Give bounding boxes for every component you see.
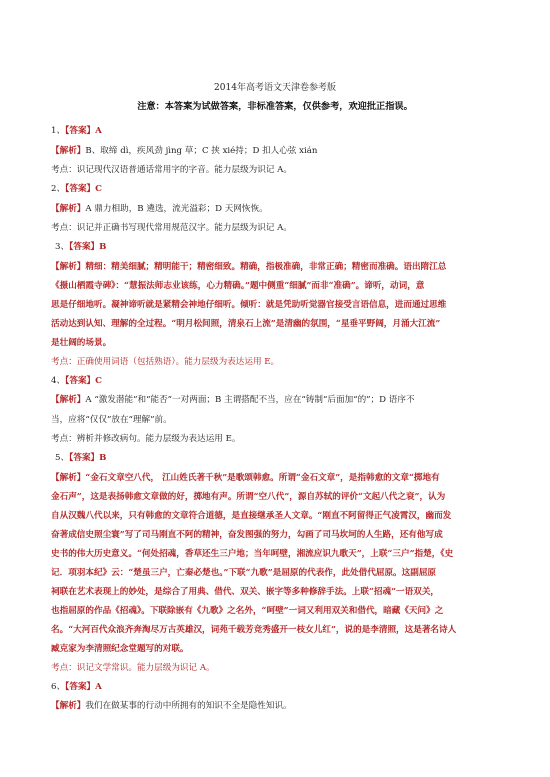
question-number: 3、 [55, 242, 70, 252]
knowledge-point: 考点：识记现代汉语普通话常用字的字音。能力层级为识记 A。 [51, 165, 292, 175]
explanation-line: 也指屈原的作品《招魂》。下联除嵌有《九歌》之名外，“呵壁”一词又利用双关和借代，暗藏《天问》之 [51, 606, 444, 616]
question-number: 2、 [51, 184, 66, 194]
explanation-line: 《摄山栖霞寺碑》：“慧振法师志业该练，心力精确。”题中侧重“细腻”而非“准确”。谛听，动词，意 [51, 281, 425, 291]
answer-label: 【答案】 [69, 453, 100, 463]
explanation-line [51, 203, 268, 215]
explanation-label: 【解析】 [51, 395, 86, 405]
explanation-line: 祠联在艺术表现上的妙处，是综合了用典、借代、双关、嵌字等多种修辞手法。上联“招魂”一语双关， [51, 587, 440, 597]
answer-label: 【答案】 [65, 126, 96, 136]
explanation-label: 【解析】 [51, 262, 86, 272]
explanation-line: 臧克家为李清照纪念堂题写的对联。 [51, 644, 189, 654]
knowledge-point: 考点：正确使用词语（包括熟语）。能力层级为表达运用 E。 [51, 357, 280, 367]
answer-line-6 [51, 681, 102, 693]
explanation-line [51, 261, 446, 273]
answer-label: 【答案】 [65, 682, 96, 692]
answer-label: 【答案】 [69, 242, 100, 252]
explanation-line: 名。“大河百代众浪齐奔淘尽万古英雄汉，词苑千载芳竞秀盛开一枝女儿红”，说的是李清照，这是著名诗人 [51, 625, 457, 635]
explanation-line: 当，应将“仅仅”放在“理解”前。 [51, 415, 172, 425]
question-number: 4、 [51, 376, 66, 386]
explanation-label: 【解析】 [51, 204, 86, 214]
knowledge-point: 考点：识记并正确书写现代常用规范汉字。能力层级为识记 A。 [51, 223, 292, 233]
answer-label: 【答案】 [65, 184, 96, 194]
explanation-text: 我们在做某事的行动中所拥有的知识不全是隐性知识。 [85, 701, 292, 711]
answer-line-2 [51, 183, 102, 195]
answer-line-4 [51, 375, 102, 387]
explanation-text: 精细：精美细腻；精明能干；精密细致。精确，指极准确，非常正确；精密而准确。语出隋江总 [85, 262, 447, 272]
answer-line-5 [55, 452, 106, 464]
answer-line-3 [55, 241, 106, 253]
explanation-line [51, 700, 292, 712]
document-title: 2014年高考语文天津卷参考版 [214, 83, 336, 93]
explanation-line: 是壮阔的场景。 [51, 338, 112, 348]
explanation-line: 思是仔细地听。凝神谛听就是紧精会神地仔细听。倾听：就是凭助听觉器官接受言语信息，进而通过思维 [51, 300, 447, 310]
explanation-text: A 鼎力相助，B 遴选，流光溢彩；D 天网恢恢。 [85, 204, 268, 214]
explanation-label: 【解析】 [51, 146, 86, 156]
knowledge-point: 考点：识记文学常识。能力层级为识记 A。 [51, 663, 215, 673]
explanation-text: “金石文章空八代， 江山姓氏著千秋”是歌颂韩愈。所谓“金石文章”，是指韩愈的文章“掷地有 [85, 473, 440, 483]
explanation-line [51, 472, 440, 484]
knowledge-point: 考点：辨析并修改病句。能力层级为表达运用 E。 [51, 434, 241, 444]
explanation-text: B、取缔 dì，疾风劲 jìng 草；C 挟 xié持；D 扣人心弦 xián [85, 146, 318, 156]
question-number: 1、 [51, 126, 66, 136]
explanation-line: 金石声”，这是表扬韩愈文章做的好，掷地有声。所谓“空八代”，源自苏轼的评价“文起八代之衰”，认为 [51, 492, 446, 502]
question-number: 6、 [51, 682, 66, 692]
document-notice: 注意：本答案为试做答案，非标准答案，仅供参考，欢迎批正指误。 [137, 101, 413, 112]
explanation-line: 史书的伟大历史意义。“何处招魂，香草还生三户地；当年呵壁，湘流应识九歌天”，上联“三户”指楚，《史 [51, 549, 454, 559]
explanation-label: 【解析】 [51, 473, 86, 483]
explanation-line: 奋著成信史照尘寰”写了司马刚直不阿的精神，奋发图强的努力，勾画了司马坎坷的人生路，还有他写成 [51, 530, 443, 540]
answer-value: C [95, 184, 102, 194]
explanation-line [51, 145, 317, 157]
explanation-text: A “激发潜能”和“能否”一对两面；B 主谓搭配不当，应在“铸制“后面加“的”；D 语序不 [85, 395, 415, 405]
answer-line-1 [51, 125, 102, 137]
answer-value: B [99, 453, 107, 463]
explanation-line: 自从汉魏八代以来，只有韩愈的文章符合道德，是直接继承圣人文章。“刚直不阿留得正气凌霄汉，幽而发 [51, 511, 452, 521]
answer-value: A [95, 126, 102, 136]
explanation-line: 活动达到认知、理解的全过程。“明月松间照，清泉石上流”是清幽的氛围，“星垂平野阔，月涌大江流” [51, 319, 441, 329]
answer-value: A [95, 682, 102, 692]
explanation-line: 记．项羽本纪》云：“楚虽三户，亡秦必楚也。”下联“九歌”是屈原的代表作，此处借代屈原。这副屈原 [51, 568, 437, 578]
answer-label: 【答案】 [65, 376, 96, 386]
answer-value: C [95, 376, 102, 386]
explanation-label: 【解析】 [51, 701, 86, 711]
question-number: 5、 [55, 453, 70, 463]
explanation-line [51, 394, 415, 406]
answer-value: B [99, 242, 107, 252]
